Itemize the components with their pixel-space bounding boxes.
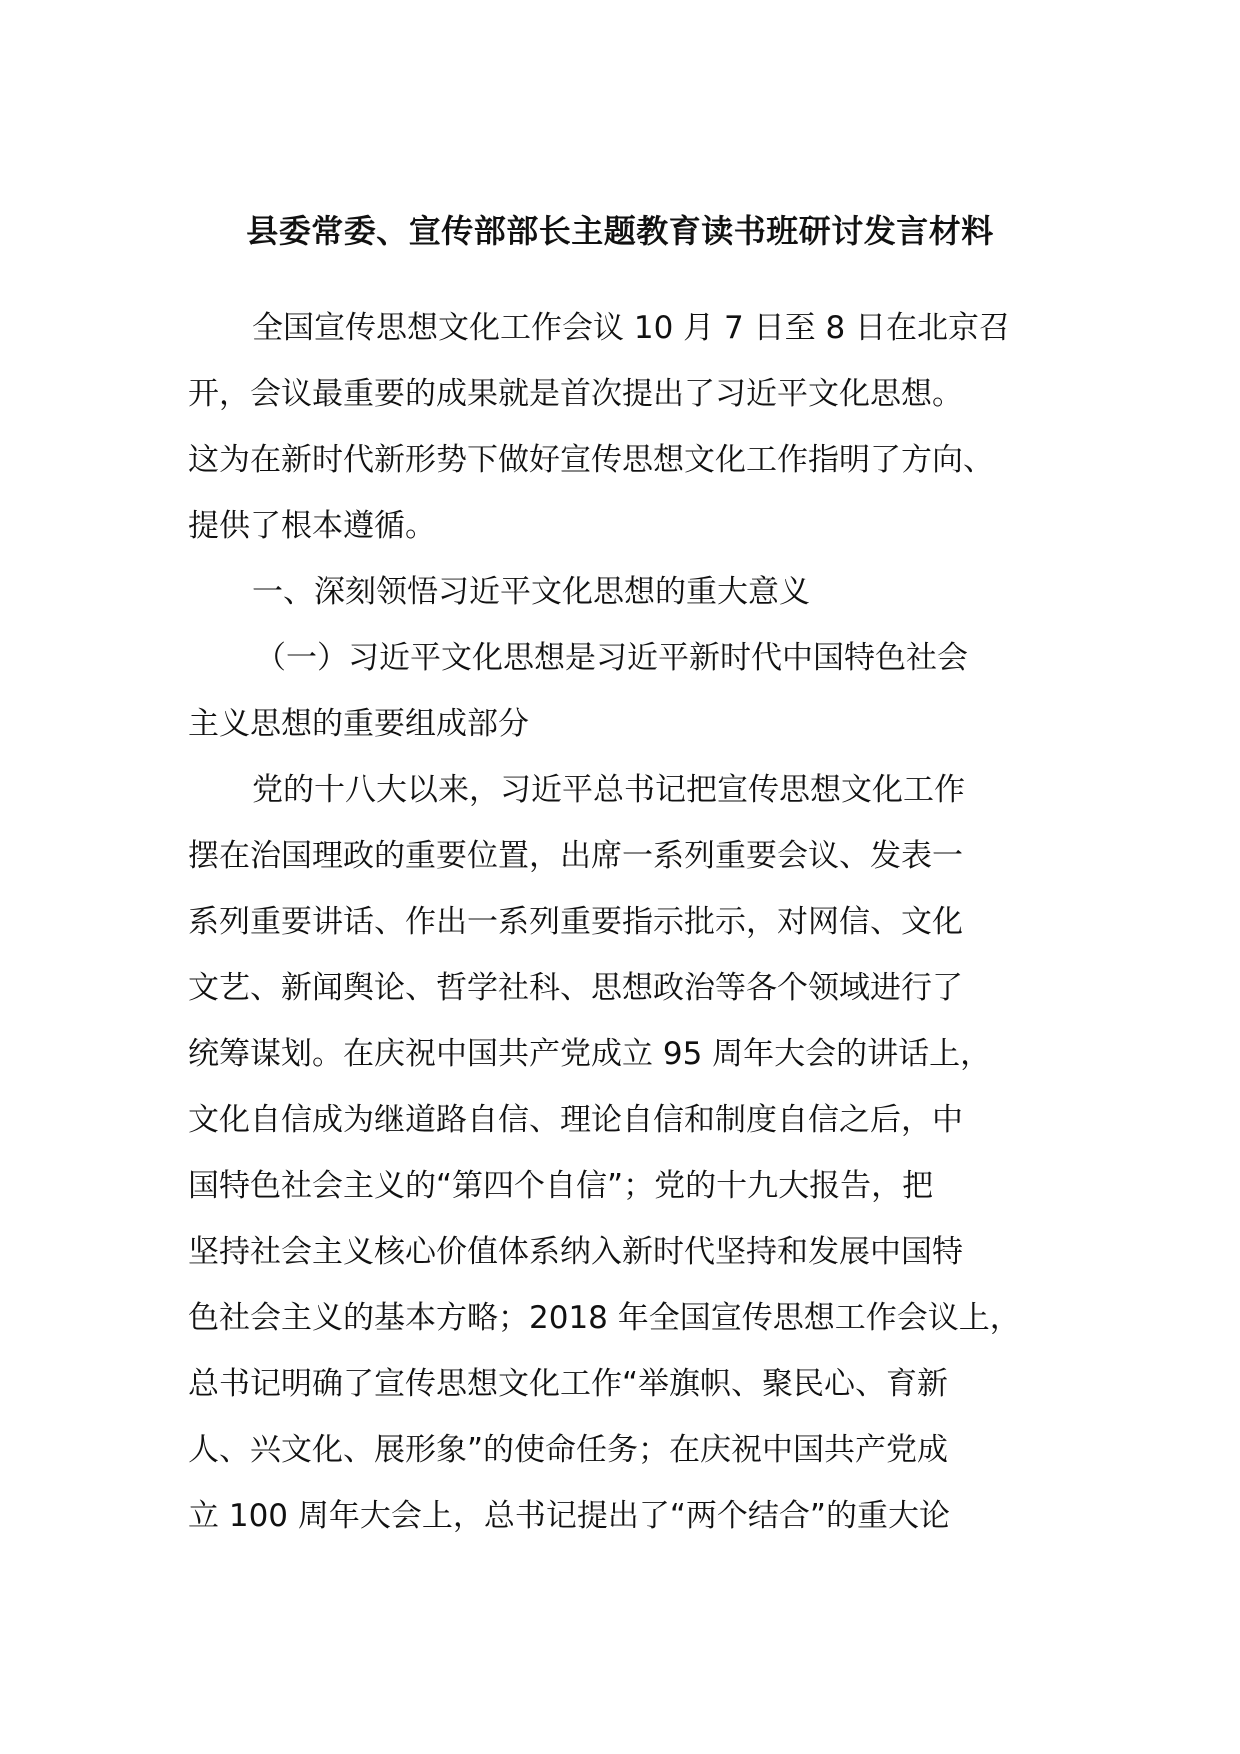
paragraph-line: 立 100 周年大会上，总书记提出了“两个结合”的重大论: [188, 1498, 950, 1534]
paragraph-line: 这为在新时代新形势下做好宣传思想文化工作指明了方向、: [188, 442, 994, 478]
paragraph-line: 总书记明确了宣传思想文化工作“举旗帜、聚民心、育新: [188, 1366, 949, 1402]
paragraph-line: 人、兴文化、展形象”的使命任务；在庆祝中国共产党成: [188, 1432, 949, 1468]
paragraph-line: 党的十八大以来，习近平总书记把宣传思想文化工作: [252, 772, 965, 808]
document-title: 县委常委、宣传部部长主题教育读书班研讨发言材料: [246, 212, 994, 250]
paragraph-line: 开，会议最重要的成果就是首次提出了习近平文化思想。: [188, 376, 963, 412]
paragraph-line: 文化自信成为继道路自信、理论自信和制度自信之后，中: [188, 1102, 963, 1138]
paragraph-line: 全国宣传思想文化工作会议 10 月 7 日至 8 日在北京召: [252, 310, 1011, 346]
paragraph-line: 提供了根本遵循。: [188, 508, 436, 544]
subsection-heading-continued: 主义思想的重要组成部分: [188, 706, 529, 742]
paragraph-line: 国特色社会主义的“第四个自信”；党的十九大报告，把: [188, 1168, 934, 1204]
paragraph-line: 系列重要讲话、作出一系列重要指示批示，对网信、文化: [188, 904, 963, 940]
paragraph-line: 坚持社会主义核心价值体系纳入新时代坚持和发展中国特: [188, 1234, 963, 1270]
section-heading: 一、深刻领悟习近平文化思想的重大意义: [252, 574, 810, 610]
subsection-heading: （一）习近平文化思想是习近平新时代中国特色社会: [255, 640, 968, 676]
paragraph-line: 统筹谋划。在庆祝中国共产党成立 95 周年大会的讲话上，: [188, 1036, 992, 1072]
paragraph-line: 色社会主义的基本方略；2018 年全国宣传思想工作会议上，: [188, 1300, 1021, 1336]
paragraph-line: 摆在治国理政的重要位置，出席一系列重要会议、发表一: [188, 838, 963, 874]
paragraph-line: 文艺、新闻舆论、哲学社科、思想政治等各个领域进行了: [188, 970, 963, 1006]
